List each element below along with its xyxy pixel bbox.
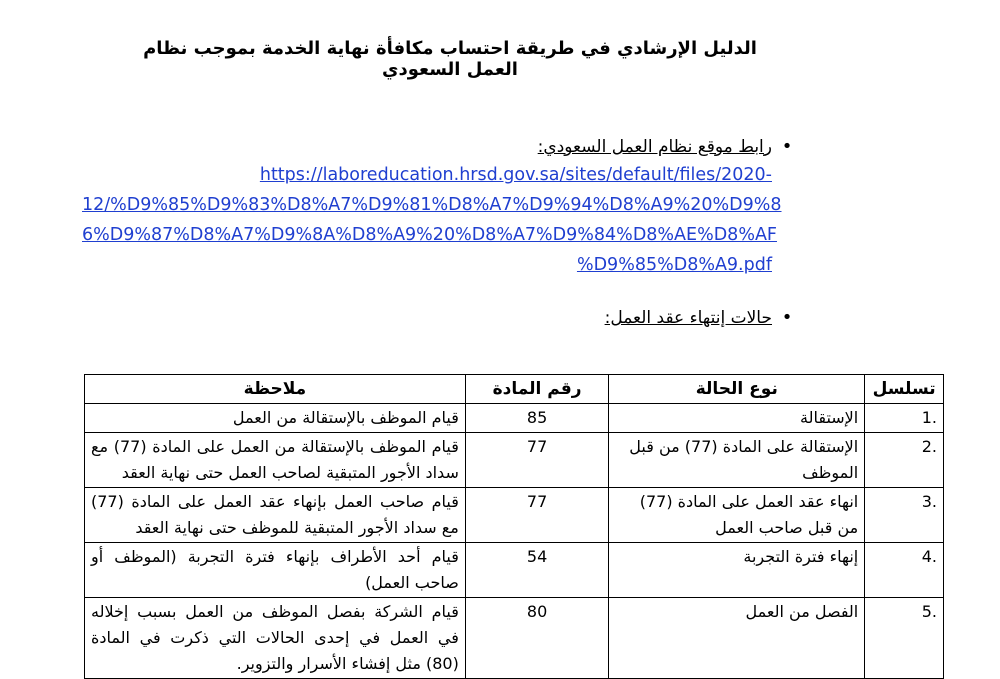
- link-line[interactable]: 12/%D9%85%D9%83%D8%A7%D9%81%D8%A7%D9%94%D8%A9%20%D9%8: [82, 195, 782, 215]
- table-row: [85, 488, 944, 543]
- cell-article: 80: [465, 598, 608, 679]
- cell-seq: 5.: [865, 598, 944, 679]
- cell-type: الفصل من العمل: [609, 598, 865, 679]
- table-header-row: [85, 375, 944, 404]
- cases-label: حالات إنتهاء عقد العمل:: [604, 308, 772, 328]
- cell-article: 77: [465, 433, 608, 488]
- contract-termination-table: [84, 374, 944, 679]
- table-row: [85, 404, 944, 433]
- cell-article: 85: [465, 404, 608, 433]
- link-line[interactable]: https://laboreducation.hrsd.gov.sa/sites/default/files/2020-: [259, 165, 772, 185]
- cell-note: قيام الموظف بالإستقالة من العمل: [85, 404, 466, 433]
- cell-note: قيام صاحب العمل بإنهاء عقد العمل على المادة (77) مع سداد الأجور المتبقية للموظف حتى نهاية العقد: [85, 488, 466, 543]
- bullet-icon: •: [781, 136, 793, 157]
- document-title: الدليل الإرشادي في طريقة احتساب مكافأة نهاية الخدمة بموجب نظام العمل السعودي: [143, 38, 757, 80]
- cell-note: قيام الشركة بفصل الموظف من العمل بسبب إخلاله في العمل في إحدى الحالات التي ذكرت في المادة (80) مثل إفشاء الأسرار والتزوير.: [85, 598, 466, 679]
- cell-type: انهاء عقد العمل على المادة (77) من قبل صاحب العمل: [609, 488, 865, 543]
- cell-seq: 1.: [865, 404, 944, 433]
- bullet-link-label: [538, 133, 802, 161]
- header-seq: تسلسل: [865, 375, 944, 404]
- cell-type: الإستقالة على المادة (77) من قبل الموظف: [609, 433, 865, 488]
- header-type: نوع الحالة: [609, 375, 865, 404]
- cell-type: الإستقالة: [609, 404, 865, 433]
- table-row: [85, 543, 944, 598]
- cell-type: إنهاء فترة التجربة: [609, 543, 865, 598]
- cell-seq: 2.: [865, 433, 944, 488]
- cell-article: 77: [465, 488, 608, 543]
- header-article: رقم المادة: [465, 375, 608, 404]
- bullet-cases-label: [605, 304, 802, 332]
- header-note: ملاحظة: [85, 375, 466, 404]
- link-line[interactable]: 6%D9%87%D8%A7%D9%8A%D8%A9%20%D8%A7%D9%84%D8%AE%D8%AF: [82, 225, 777, 245]
- cell-seq: 4.: [865, 543, 944, 598]
- table-row: [85, 598, 944, 679]
- link-line[interactable]: %D9%85%D8%A9.pdf: [576, 255, 772, 275]
- cell-note: قيام الموظف بالإستقالة من العمل على المادة (77) مع سداد الأجور المتبقية لصاحب العمل حتى نهاية العقد: [85, 433, 466, 488]
- labor-law-link[interactable]: [82, 160, 782, 280]
- link-label: رابط موقع نظام العمل السعودي:: [537, 137, 772, 157]
- table-row: [85, 433, 944, 488]
- cell-article: 54: [465, 543, 608, 598]
- cell-note: قيام أحد الأطراف بإنهاء فترة التجربة (الموظف أو صاحب العمل): [85, 543, 466, 598]
- bullet-icon: •: [781, 307, 793, 328]
- cell-seq: 3.: [865, 488, 944, 543]
